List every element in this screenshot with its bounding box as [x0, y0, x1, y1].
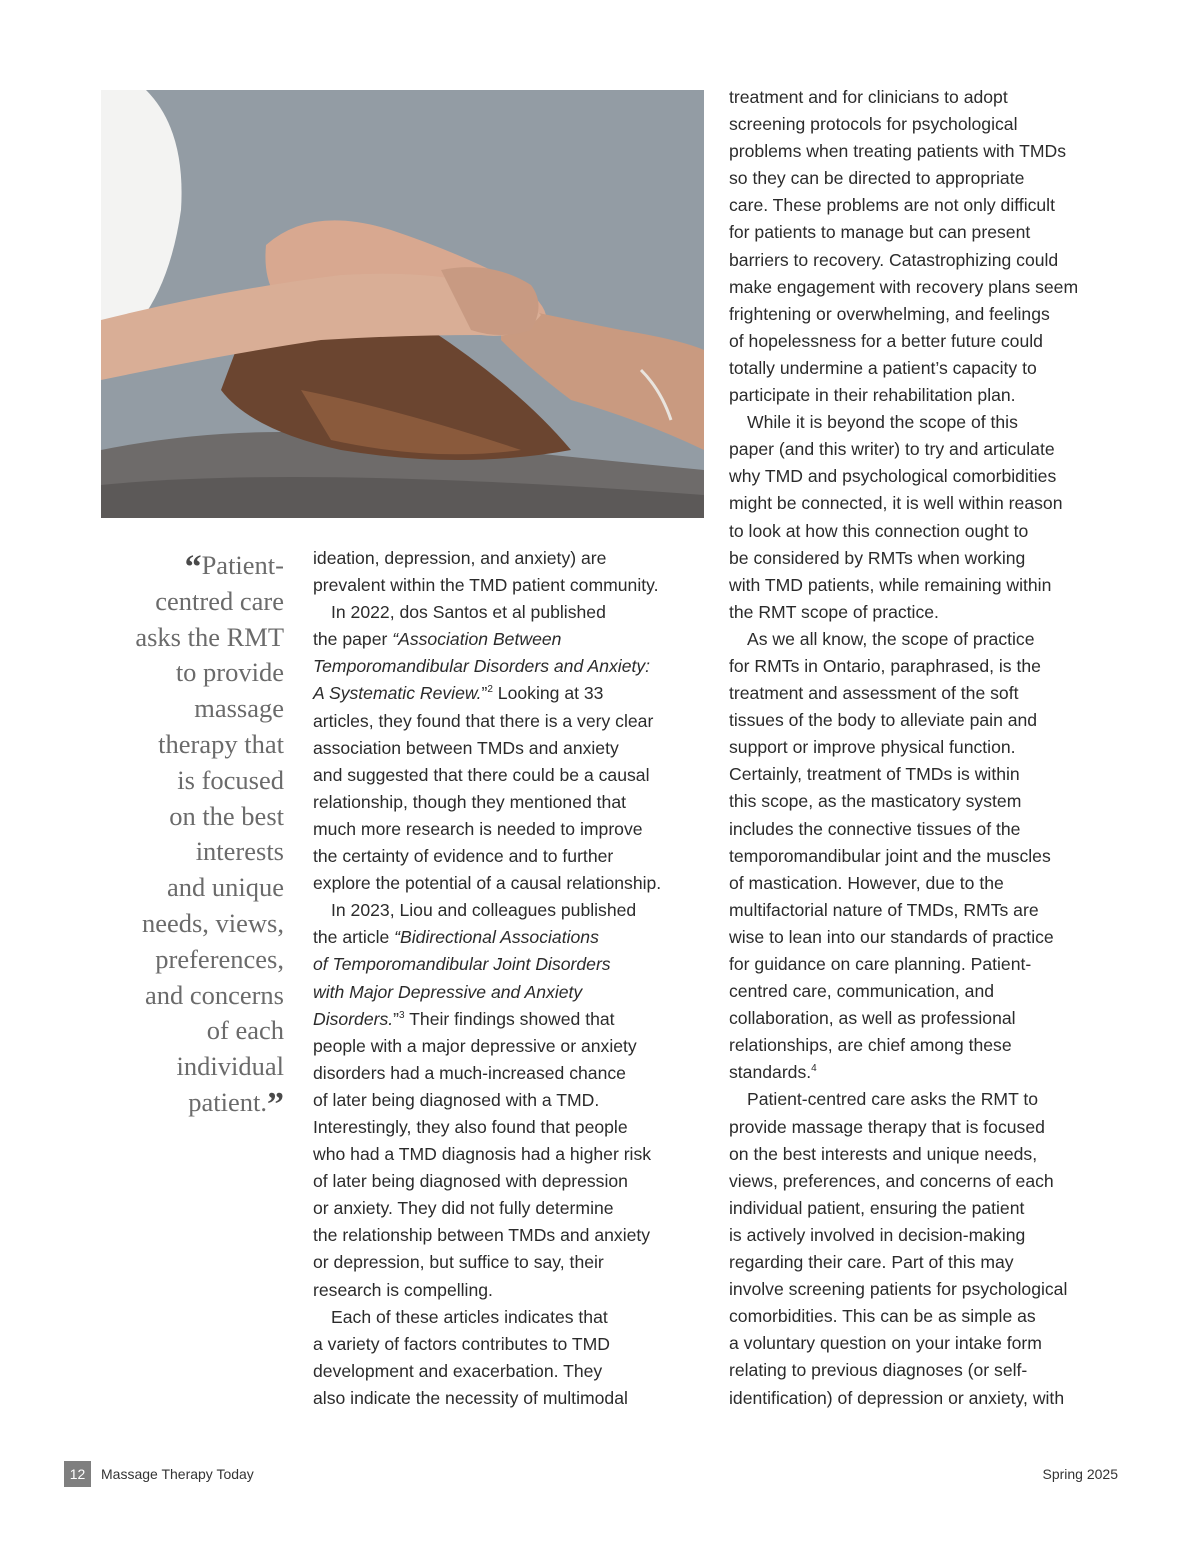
- text-line: this scope, as the masticatory system: [729, 791, 1022, 812]
- text-line: As we all know, the scope of practice: [747, 628, 1035, 649]
- pull-quote-line: and concerns: [144, 979, 284, 1010]
- text-line: support or improve physical function.: [729, 737, 1016, 758]
- text-line: Each of these articles indicates that: [331, 1306, 608, 1327]
- text-line: for guidance on care planning. Patient-: [729, 954, 1032, 974]
- text-line: the relationship between TMDs and anxiety: [313, 1225, 651, 1246]
- text-line: prevalent within the TMD patient community.: [313, 575, 659, 596]
- text-line: or depression, but suffice to say, their: [313, 1252, 604, 1273]
- pull-quote-line: massage: [194, 693, 284, 724]
- text-line: identification) of depression or anxiety, with: [729, 1387, 1065, 1408]
- article-photo: [101, 90, 704, 518]
- text-line: includes the connective tissues of the: [729, 818, 1021, 839]
- open-quote-mark: “: [184, 549, 202, 586]
- text-line: In 2023, Liou and colleagues published: [331, 900, 637, 921]
- text-line: of hopelessness for a better future could: [729, 330, 1043, 351]
- text-line: of later being diagnosed with depression: [313, 1171, 628, 1192]
- pull-quote-line: and unique: [166, 872, 284, 903]
- text-line: development and exacerbation. They: [313, 1360, 603, 1381]
- footnote-ref: 4: [811, 1063, 817, 1075]
- text-line: much more research is needed to improve: [313, 818, 643, 839]
- text-line: people with a major depressive or anxiety: [313, 1035, 637, 1056]
- text-line: disorders had a much-increased chance: [313, 1062, 626, 1083]
- text-line: make engagement with recovery plans seem: [729, 276, 1079, 297]
- text-line: so they can be directed to appropriate: [729, 168, 1025, 189]
- text-line: [313, 951, 705, 978]
- text-line: care. These problems are not only difficult: [729, 195, 1055, 216]
- text-line: [313, 979, 705, 1006]
- text-line: on the best interests and unique needs,: [729, 1143, 1038, 1164]
- text-line: frightening or overwhelming, and feelings: [729, 303, 1050, 324]
- text-line: treatment and assessment of the soft: [729, 683, 1019, 704]
- text-line: Certainly, treatment of TMDs is within: [729, 764, 1020, 785]
- text-line: explore the potential of a causal relationship.: [313, 873, 662, 894]
- body-column-middle: [313, 545, 705, 1412]
- text-line: or anxiety. They did not fully determine: [313, 1198, 614, 1219]
- text-line: barriers to recovery. Catastrophizing could: [729, 249, 1059, 270]
- text-line: the certainty of evidence and to further: [313, 846, 614, 867]
- pull-quote-line: is focused: [177, 764, 284, 795]
- text-line: comorbidities. This can be as simple as: [729, 1306, 1036, 1327]
- text-line: for RMTs in Ontario, paraphrased, is the: [729, 655, 1041, 676]
- text-line: relationship, though they mentioned that: [313, 791, 626, 812]
- text-line: totally undermine a patient’s capacity to: [729, 357, 1037, 378]
- magazine-name: Massage Therapy Today: [101, 1466, 254, 1482]
- text-line: a voluntary question on your intake form: [729, 1333, 1042, 1354]
- text-line: While it is beyond the scope of this: [747, 412, 1018, 433]
- text-line: of later being diagnosed with a TMD.: [313, 1089, 600, 1110]
- pull-quote-line: on the best: [169, 800, 284, 831]
- text-line: regarding their care. Part of this may: [729, 1252, 1014, 1273]
- text-line: [313, 1006, 705, 1033]
- text-line: why TMD and psychological comorbidities: [729, 466, 1057, 487]
- text-line: to look at how this connection ought to: [729, 520, 1029, 541]
- text-line: Patient-centred care asks the RMT to: [747, 1089, 1039, 1110]
- body-column-right: [729, 84, 1121, 1412]
- text-line: screening protocols for psychological: [729, 114, 1018, 135]
- text-line: problems when treating patients with TMDs: [729, 141, 1067, 162]
- pull-quote-line: preferences,: [155, 943, 284, 974]
- text-line: is actively involved in decision-making: [729, 1224, 1026, 1245]
- text-line: [313, 924, 705, 951]
- text-line: provide massage therapy that is focused: [729, 1116, 1045, 1137]
- text-line: views, preferences, and concerns of each: [729, 1170, 1054, 1191]
- text-line: tissues of the body to alleviate pain and: [729, 710, 1038, 731]
- text-line: ideation, depression, and anxiety) are: [313, 548, 607, 568]
- text-line: who had a TMD diagnosis had a higher risk: [313, 1144, 652, 1165]
- article-title-italic: “Association Between: [392, 629, 562, 650]
- article-title-italic: Disorders.: [313, 1008, 394, 1029]
- pull-quote-line: asks the RMT: [135, 621, 284, 652]
- text-line: individual patient, ensuring the patient: [729, 1197, 1025, 1218]
- text-line: the RMT scope of practice.: [729, 601, 939, 622]
- text-line: relating to previous diagnoses (or self-: [729, 1360, 1028, 1381]
- text-run: the article: [313, 927, 395, 948]
- text-line: relationships, are chief among these: [729, 1035, 1012, 1056]
- text-run: Their findings showed that: [404, 1008, 615, 1029]
- text-line: treatment and for clinicians to adopt: [729, 87, 1008, 107]
- text-line: temporomandibular joint and the muscles: [729, 845, 1051, 866]
- text-line: [313, 626, 705, 653]
- footnote-ref: 3: [399, 1009, 405, 1021]
- pull-quote-line: centred care: [155, 585, 284, 616]
- text-line: association between TMDs and anxiety: [313, 737, 619, 758]
- pull-quote-line: of each: [206, 1015, 284, 1046]
- text-line: research is compelling.: [313, 1279, 493, 1300]
- pull-quote-line: therapy that: [158, 728, 284, 759]
- text-line: Interestingly, they also found that people: [313, 1116, 628, 1137]
- text-line: wise to lean into our standards of practice: [729, 926, 1054, 947]
- massage-photo-illustration: [101, 90, 704, 518]
- text-line: might be connected, it is well within reason: [729, 493, 1063, 514]
- text-line: and suggested that there could be a causal: [313, 764, 650, 785]
- text-line: with TMD patients, while remaining within: [729, 574, 1052, 595]
- text-line: centred care, communication, and: [729, 981, 995, 1002]
- pull-quote-line: needs, views,: [141, 907, 284, 938]
- text-line: collaboration, as well as professional: [729, 1008, 1016, 1029]
- text-line: multifactorial nature of TMDs, RMTs are: [729, 899, 1039, 920]
- text-line: paper (and this writer) to try and articulate: [729, 439, 1055, 460]
- close-quote-mark: ”: [267, 1085, 284, 1123]
- text-line: articles, they found that there is a very clear: [313, 710, 654, 731]
- text-run: ”: [393, 1008, 400, 1029]
- footnote-ref: 2: [487, 684, 493, 696]
- text-line: In 2022, dos Santos et al published: [331, 602, 606, 623]
- text-line: involve screening patients for psychological: [729, 1279, 1068, 1300]
- pull-quote-line: to provide: [175, 657, 284, 688]
- text-line: participate in their rehabilitation plan.: [729, 385, 1016, 406]
- pull-quote: [104, 548, 284, 1121]
- text-run: the paper: [313, 629, 393, 650]
- text-run: Looking at 33: [492, 683, 604, 704]
- pull-quote-line: interests: [195, 836, 284, 867]
- text-line: also indicate the necessity of multimodal: [313, 1387, 628, 1408]
- text-run: standards.: [729, 1062, 812, 1083]
- text-line: for patients to manage but can present: [729, 222, 1031, 243]
- text-line: [313, 680, 705, 707]
- pull-quote-line: Patient-: [201, 550, 284, 580]
- article-title-italic: A Systematic Review.: [313, 683, 482, 704]
- text-line: [313, 653, 705, 680]
- text-line: of mastication. However, due to the: [729, 872, 1004, 893]
- page-number: 12: [64, 1461, 91, 1487]
- issue-date: Spring 2025: [1042, 1466, 1118, 1482]
- article-title-italic: of Temporomandibular Joint Disorders: [313, 954, 611, 975]
- article-title-italic: “Bidirectional Associations: [394, 927, 599, 948]
- text-run: ”: [481, 683, 488, 704]
- text-line: be considered by RMTs when working: [729, 547, 1026, 568]
- text-line: a variety of factors contributes to TMD: [313, 1333, 610, 1354]
- text-line: [729, 1059, 1121, 1086]
- article-title-italic: with Major Depressive and Anxiety: [313, 981, 583, 1002]
- article-title-italic: Temporomandibular Disorders and Anxiety:: [313, 656, 651, 677]
- pull-quote-line: individual: [176, 1051, 284, 1082]
- pull-quote-line: patient.: [188, 1086, 267, 1117]
